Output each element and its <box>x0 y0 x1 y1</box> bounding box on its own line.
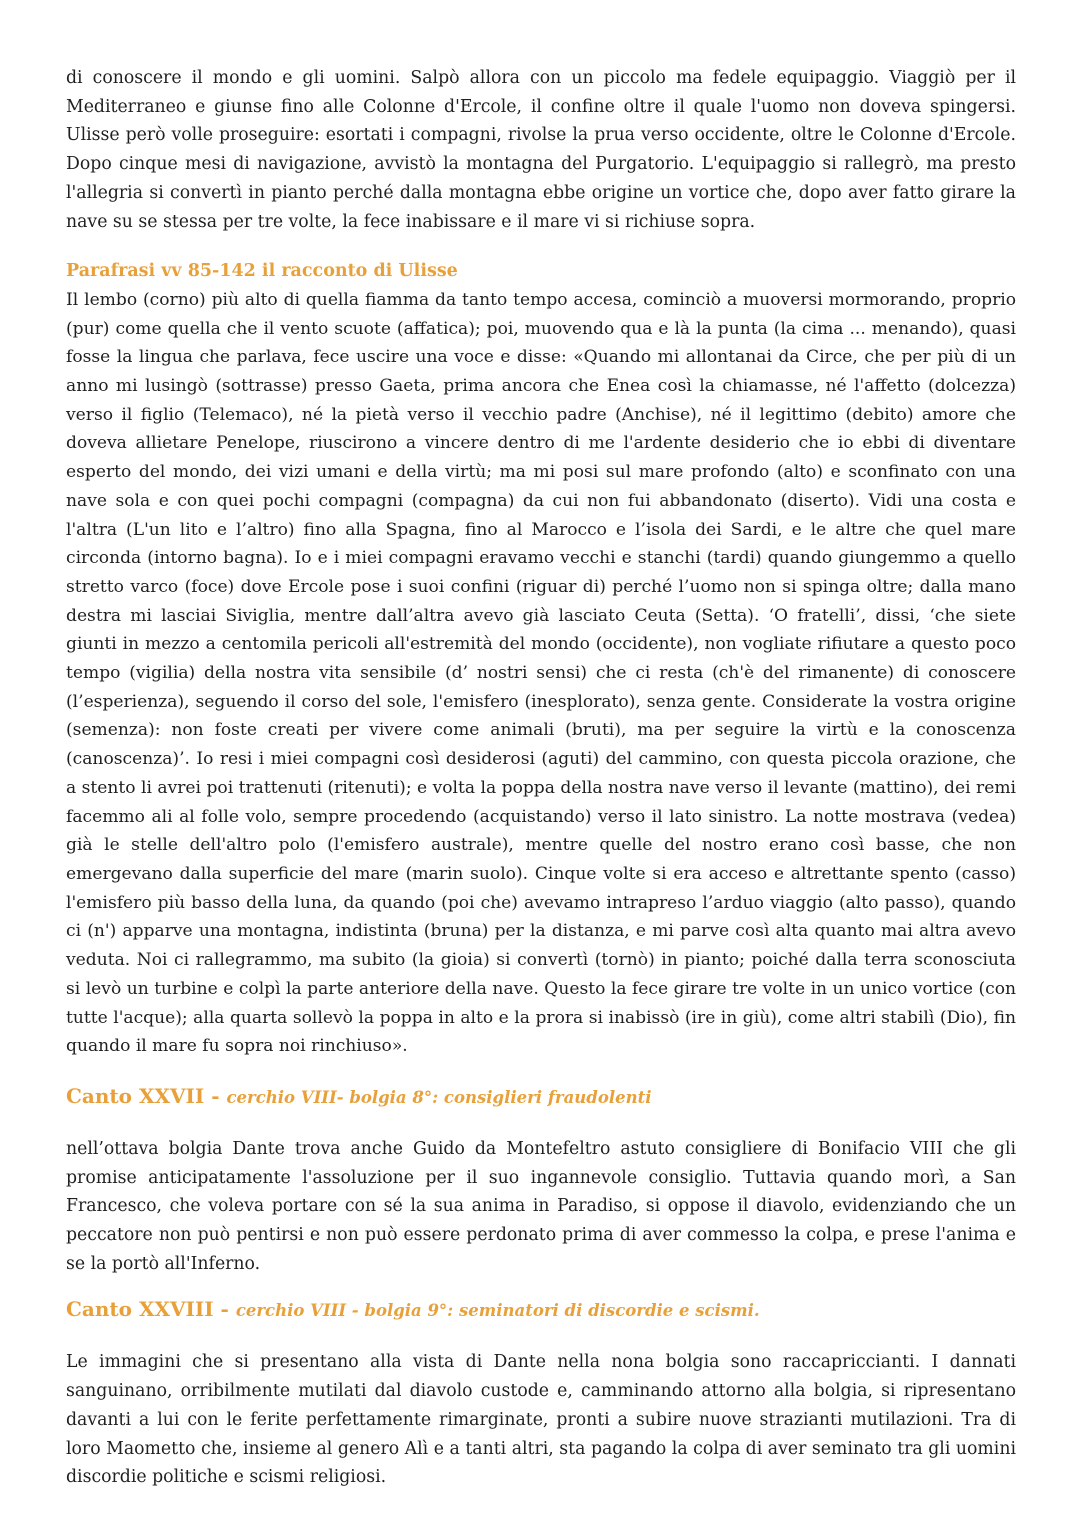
ulisse-paraphrase-paragraph: Il lembo (corno) più alto di quella fiamma da tanto tempo accesa, cominciò a muoversi mormorando, proprio (pur) come quella che il vento scuote (affatica); poi, muovendo qua e là la punta (la cima ... menando), quasi fosse la lingua che parlava, fece uscire una voce e disse: «Quando mi allontanai da Circe, che per più di un anno mi lusingò (sottrasse) presso Gaeta, prima ancora che Enea così la chiamasse, né l'affetto (dolcezza) verso il figlio (Telemaco), né la pietà verso il vecchio padre (Anchise), né il legittimo (debito) amore che doveva allietare Penelope, riuscirono a vincere dentro di me l'ardente desiderio che io ebbi di diventare esperto del mondo, dei vizi umani e della virtù; ma mi posi sul mare profondo (alto) e sconfinato con una nave sola e con quei pochi compagni (compagna) da cui non fui abbandonato (diserto). Vidi una costa e l'altra (L'un lito e l’altro) fino alla Spagna, fino al Marocco e l’isola dei Sardi, e le altre che quel mare circonda (intorno bagna). Io e i miei compagni eravamo vecchi e stanchi (tardi) quando giungemmo a quello stretto varco (foce) dove Ercole pose i suoi confini (riguar di) perché l’uomo non si spinga oltre; dalla mano destra mi lasciai Siviglia, mentre dall’altra avevo già lasciato Ceuta (Setta). ‘O fratelli’, dissi, ‘che siete giunti in mezzo a centomila pericoli all'estremità del mondo (occidente), non vogliate rifiutare a questo poco tempo (vigilia) della nostra vita sensibile (d’ nostri sensi) che ci resta (ch'è del rimanente) di conoscere (l’esperienza), seguendo il corso del sole, l'emisfero (inesplorato), senza gente. Considerate la vostra origine (semenza): non foste creati per vivere come animali (bruti), ma per seguire la virtù e la conoscenza (canoscenza)’. Io resi i miei compagni così desiderosi (aguti) del cammino, con questa piccola orazione, che a stento li avrei poi trattenuti (ritenuti); e volta la poppa della nostra nave verso il levante (mattino), dei remi facemmo ali al folle volo, sempre procedendo (acquistando) verso il lato sinistro. La notte mostrava (vedea) già le stelle dell'altro polo (l'emisfero australe), mentre quelle del nostro erano così basse, che non emergevano dalla superficie del mare (marin suolo). Cinque volte si era acceso e altrettante spento (casso) l'emisfero più basso della luna, da quando (poi che) avevamo intrapreso l’arduo viaggio (alto passo), quando ci (n') apparve una montagna, indistinta (bruna) per la distanza, e mi parve così alta quanto mai altra avevo veduta. Noi ci rallegrammo, ma subito (la gioia) si convertì (tornò) in pianto; poiché dalla terra sconosciuta si levò un turbine e colpì la parte anteriore della nave. Questo la fece girare tre volte in un unico vortice (con tutte l'acque); alla quarta sollevò la poppa in alto e la prora si inabissò (ire in giù), come altri stabilì (Dio), fin quando il mare fu sopra noi rinchiuso». <box>66 289 1016 1057</box>
canto-27-heading <box>66 1081 1016 1113</box>
intro-paragraph: di conoscere il mondo e gli uomini. Salpò allora con un piccolo ma fedele equipaggio. Viaggiò per il Mediterraneo e giunse fino alle Colonne d'Ercole, il confine oltre il quale l'uomo non doveva spingersi. Ulisse però volle proseguire: esortati i compagni, rivolse la prua verso occidente, oltre le Colonne d'Ercole. Dopo cinque mesi di navigazione, avvistò la montagna del Purgatorio. L'equipaggio si rallegrò, ma presto l'allegria si convertì in pianto perché dalla montagna ebbe origine un vortice che, dopo aver fatto girare la nave su se stessa per tre volte, la fece inabissare e il mare vi si richiuse sopra. <box>66 68 1016 232</box>
canto-27-title: Canto XXVII <box>66 1083 205 1108</box>
canto-28-separator: - <box>213 1297 236 1322</box>
canto-27-separator: - <box>204 1083 227 1108</box>
canto-27-paragraph: nell’ottava bolgia Dante trova anche Guido da Montefeltro astuto consigliere di Bonifacio VIII che gli promise anticipatamente l'assoluzione per il suo ingannevole consiglio. Tuttavia quando morì, a San Francesco, che voleva portare con sé la sua anima in Paradiso, si oppose il diavolo, evidenziando che un peccatore non può pentirsi e non può essere perdonato prima di aver commesso la colpa, e prese l'anima e se la portò all'Inferno. <box>66 1138 1016 1274</box>
section-heading-ulisse: Parafrasi vv 85-142 il racconto di Ulisse <box>66 261 458 282</box>
canto-28-title: Canto XXVIII <box>66 1297 214 1322</box>
canto-28-paragraph: Le immagini che si presentano alla vista di Dante nella nona bolgia sono raccapriccianti. I dannati sanguinano, orribilmente mutilati dal diavolo custode e, camminando attorno alla bolgia, si ripresentano davanti a lui con le ferite perfettamente rimarginate, pronti a subire nuove strazianti mutilazioni. Tra di loro Maometto che, insieme al genero Alì e a tanti altri, sta pagando la colpa di aver seminato tra gli uomini discordie politiche e scismi religiosi. <box>66 1352 1016 1488</box>
canto-28-heading <box>66 1294 1016 1326</box>
canto-28-subtitle: cerchio VIII - bolgia 9°: seminatori di discordie e scismi. <box>235 1301 760 1321</box>
document-page <box>66 64 1016 1492</box>
canto-27-subtitle: cerchio VIII- bolgia 8°: consiglieri fraudolenti <box>226 1087 652 1107</box>
